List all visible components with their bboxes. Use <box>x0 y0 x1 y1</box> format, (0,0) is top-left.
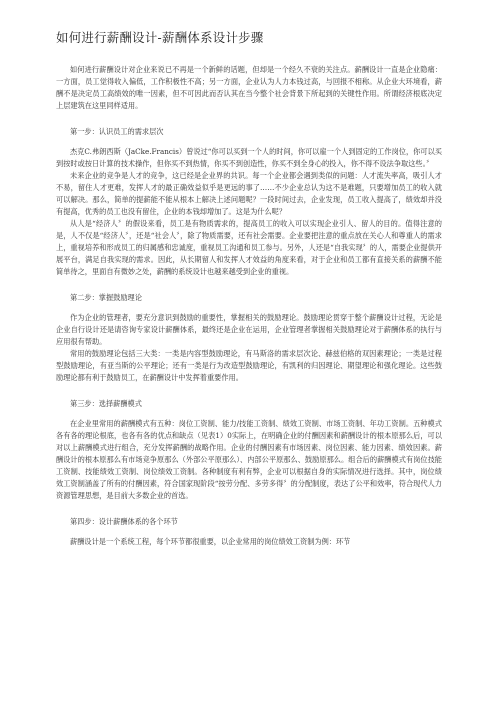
document-body <box>56 64 442 548</box>
section-1-paragraph-1: 杰克C.弗朗西斯（JaCke.Francis）曾说过“你可以买到一个人的时间，你可以雇一个人到固定的工作岗位，你可以买到按时或按日计算的技术操作，但你买不到热情，你买不到创造性，你买不到全身心的投入，你不得不设法争取这些。〞 <box>56 147 442 168</box>
section-heading-4: 第四步：设计薪酬体系的各个环节 <box>70 517 178 526</box>
section-heading-1: 第一步：认识员工的需求层次 <box>70 127 164 136</box>
intro-paragraph: 如何进行薪酬设计对企业来说已不再是一个新鲜的话题，但却是一个经久不衰的关注点。薪酬设计一直是企业隐痛：一方面，员工觉得收入偏低，工作积极性不高；另一方面，企业认为人力本钱过高，与回报不相称。从企业大环境看，薪酬不是决定员工高绩效的唯一因素，但不可因此而否认其在当今整个社会背景下所起到的关键性作用。所谓经济根底决定上层建筑在这里同样适用。 <box>56 65 442 110</box>
section-1-paragraph-2: 未来企业的竞争是人才的竞争，这已经是企业界的共识。每一个企业都会遇到类似的问题：人才流失率高，吸引人才不易，留住人才更难，发挥人才的最正确效益似乎是更远的事了……不少企业总认为这不是难题，只要增加员工的收入就可以解决。那么，简单的提薪能不能从根本上解决上述问题呢？一段时间过去，企业发现，员工收入提高了，绩效却并没有提高，优秀的员工也没有留住，企业的本钱却增加了。这是为什么呢？ <box>56 171 442 216</box>
section-2-paragraph-1: 作为企业的管理者，要充分意识到鼓励的重要性，掌握相关的鼓励理论。鼓励理论贯穿于整个薪酬设计过程，无论是企业自行设计还是请咨询专家设计薪酬体系，最终还是企业在运用，企业管理者掌握相关鼓励理论对于薪酬体系的执行与应用很有帮助。 <box>56 313 442 346</box>
section-2-paragraph-2: 常用的鼓励理论包括三大类：一类是内容型鼓励理论，有马斯洛的需求层次论、赫兹伯格的双因素理论；一类是过程型鼓励理论，有亚当斯的公平理论；还有一类是行为改造型鼓励理论，有凯利的归因理论、期望理论和强化理论。这些鼓励理论都有利于鼓励员工，在薪酬设计中发挥着重要作用。 <box>56 349 442 382</box>
section-1-paragraph-3: 从人是“经济人〞的假设来看，员工是有物质需求的，提高员工的收入可以实现企业引人、留人的目的。值得注意的是，人不仅是“经济人〞，还是“社会人〞，除了物质需要，还有社会需要。企业要把注意的重点放在关心人和尊重人的需求上，重视培养和形成员工的归属感和忠诚度，重视员工沟通和员工参与。另外，人还是“自我实现〞的人，需要企业提供开展平台，满足自我实现的需求。因此，从长期留人和发挥人才效益的角度来看，对于企业和员工都有直接关系的薪酬不能简单待之，里面自有微妙之处，薪酬的系统设计也越来越受到企业的重视。 <box>56 219 442 276</box>
page-title: 如何进行薪酬设计-薪酬体系设计步骤 <box>56 30 264 45</box>
section-3-paragraph-1: 在企业里常用的薪酬模式有五种：岗位工资制、能力/技能工资制、绩效工资制、市场工资制、年功工资制。五种模式各有各的理论根底，也各有各的优点和缺点（见表1）0实际上，在明确企业的付酬因素和薪酬设计的根本原那么后，可以对以上薪酬模式进行组合，充分发挥薪酬的战略作用。企业的付酬因素有市场因素、岗位因素、能力因素、绩效因素。薪酬设计的根本原那么有市场竞争原那么（外部公平原那么）、内部公平原那么、鼓励原那么。组合后的薪酬模式有岗位技能工资制、技能绩效工资制、岗位绩效工资制。各种制度有利有弊，企业可以根据自身的实际情况进行选择。其中，岗位绩效工资制涵盖了所有的付酬因素，符合国家现阶段“按劳分配、多劳多得〞的分配制度，表达了公平和效率，符合现代人力资源管理思想，是目前大多数企业的首选。 <box>56 419 442 500</box>
section-4-paragraph-1: 薪酬设计是一个系统工程，每个环节都很重要，以企业常用的岗位绩效工资制为例：环节 <box>70 537 351 546</box>
section-heading-2: 第二步：掌握鼓励理论 <box>70 293 142 302</box>
section-heading-3: 第三步：选择薪酬模式 <box>70 399 142 408</box>
